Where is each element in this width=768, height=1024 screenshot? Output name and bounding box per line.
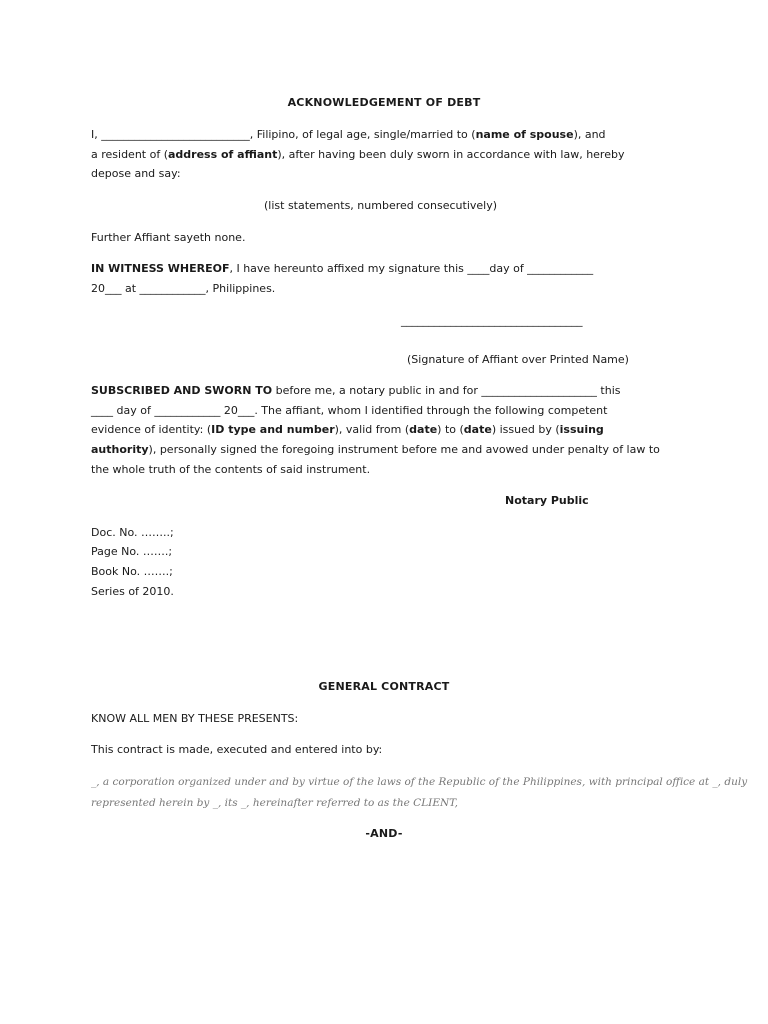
signature-line: _________________________________ [401,314,583,327]
further-affiant: Further Affiant sayeth none. [91,231,246,244]
ack-title: ACKNOWLEDGEMENT OF DEBT [287,96,481,109]
intro-line-3: depose and say: [91,167,181,180]
book-no: Book No. …….; [91,565,173,578]
contract-made-by: This contract is made, executed and entered into by: [91,743,383,756]
contract-title: GENERAL CONTRACT [318,680,450,693]
doc-no: Doc. No. ……..; [91,526,174,539]
subscribed-line-1: SUBSCRIBED AND SWORN TO before me, a notary public in and for _____________________ this [91,384,621,397]
intro-line-2: a resident of (address of affiant), after having been duly sworn in accordance with law, hereby [91,148,625,161]
and-separator: -AND- [365,827,403,840]
subscribed-line-2: ____ day of ____________ 20___. The affiant, whom I identified through the following competent [91,404,608,417]
know-all-men: KNOW ALL MEN BY THESE PRESENTS: [91,712,299,725]
subscribed-line-3: evidence of identity: (ID type and number), valid from (date) to (date) issued by (issuing [91,423,604,436]
intro-line-1: I, ___________________________, Filipino, of legal age, single/married to (name of spouse), and [91,128,606,141]
notary-public-label: Notary Public [505,494,589,507]
list-statements-note: (list statements, numbered consecutively) [264,199,498,212]
subscribed-line-5: the whole truth of the contents of said instrument. [91,463,371,476]
signature-caption: (Signature of Affiant over Printed Name) [407,353,629,366]
subscribed-line-4: authority), personally signed the foregoing instrument before me and avowed under penalty of law to [91,443,660,456]
page-no: Page No. …….; [91,545,173,558]
series-year: Series of 2010. [91,585,174,598]
party-line-2: represented herein by _, its _, hereinafter referred to as the CLIENT, [91,797,458,809]
witness-line-2: 20___ at ____________, Philippines. [91,282,276,295]
witness-line-1: IN WITNESS WHEREOF, I have hereunto affixed my signature this ____day of ____________ [91,262,594,275]
party-line-1: _, a corporation organized under and by virtue of the laws of the Republic of the Philippines, with principal office at _, duly [91,776,748,788]
